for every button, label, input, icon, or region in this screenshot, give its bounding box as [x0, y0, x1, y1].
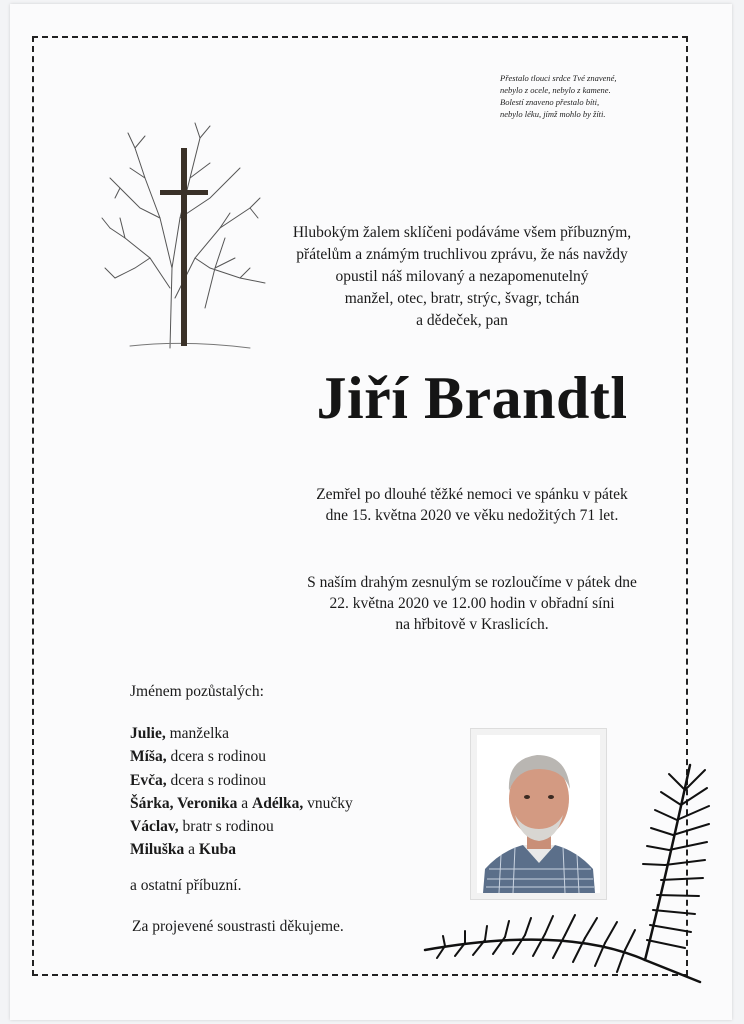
mourner-name: Šárka, Veronika — [130, 794, 238, 812]
intro-line: opustil náš milovaný a nezapomenutelný — [335, 268, 589, 285]
mourner-name: Kuba — [198, 841, 236, 859]
mourner-row — [130, 769, 353, 792]
mourner-relation: dcera s rodinou — [166, 771, 267, 789]
mourner-conjunction: a — [184, 841, 199, 859]
mourner-name: Adélka, — [252, 794, 304, 812]
mourner-row — [130, 815, 353, 838]
poem-line: Přestalo tlouci srdce Tvé znavené, — [500, 73, 617, 83]
mourners-list — [130, 722, 353, 862]
funeral-line: 22. května 2020 ve 12.00 hodin v obřadní síni — [329, 595, 615, 612]
intro-line: a dědeček, pan — [416, 312, 508, 329]
mourner-row — [130, 745, 353, 768]
mourner-row — [130, 722, 353, 745]
mourner-conjunction: a — [237, 794, 253, 812]
tree-with-cross-icon — [100, 118, 270, 358]
mourner-relation: vnučky — [303, 794, 353, 812]
intro-line: přátelům a známým truchlivou zprávu, že nás navždy — [296, 246, 628, 263]
other-relatives: a ostatní příbuzní. — [130, 877, 242, 894]
intro-text — [262, 222, 662, 332]
mourner-row — [130, 838, 353, 861]
deceased-name: Jiří Brandtl — [316, 365, 628, 431]
funeral-line: S naším drahým zesnulým se rozloučíme v pátek dne — [307, 574, 637, 591]
funeral-notice — [262, 572, 682, 635]
mourner-name: Václav, — [130, 818, 179, 836]
palm-branch-icon — [415, 760, 715, 990]
mourner-row — [130, 792, 353, 815]
intro-line: Hlubokým žalem sklíčeni podáváme všem příbuzným, — [292, 224, 632, 241]
mourner-relation: dcera s rodinou — [166, 748, 267, 766]
death-line: dne 15. května 2020 ve věku nedožitých 71 let. — [325, 507, 619, 524]
poem-line: nebylo z ocele, nebylo z kamene. — [500, 85, 611, 95]
mourner-relation: manželka — [165, 725, 230, 742]
death-line: Zemřel po dlouhé těžké nemoci ve spánku v pátek — [316, 486, 628, 503]
intro-line: manžel, otec, bratr, strýc, švagr, tchán — [344, 290, 580, 307]
poem — [500, 72, 650, 120]
mourner-relation: bratr s rodinou — [178, 818, 274, 836]
funeral-line: na hřbitově v Kraslicích. — [395, 616, 549, 633]
thanks-note: Za projevené soustrasti děkujeme. — [132, 918, 344, 935]
behalf-label: Jménem pozůstalých: — [130, 683, 264, 700]
mourner-name: Miluška — [130, 841, 185, 859]
poem-line: Bolestí znaveno přestalo bíti, — [500, 97, 600, 107]
mourner-name: Míša, — [130, 748, 167, 766]
poem-line: nebylo léku, jímž mohlo by žíti. — [500, 109, 606, 119]
mourner-name: Evča, — [130, 771, 167, 789]
death-notice — [262, 484, 682, 526]
mourner-name: Julie, — [130, 725, 166, 742]
